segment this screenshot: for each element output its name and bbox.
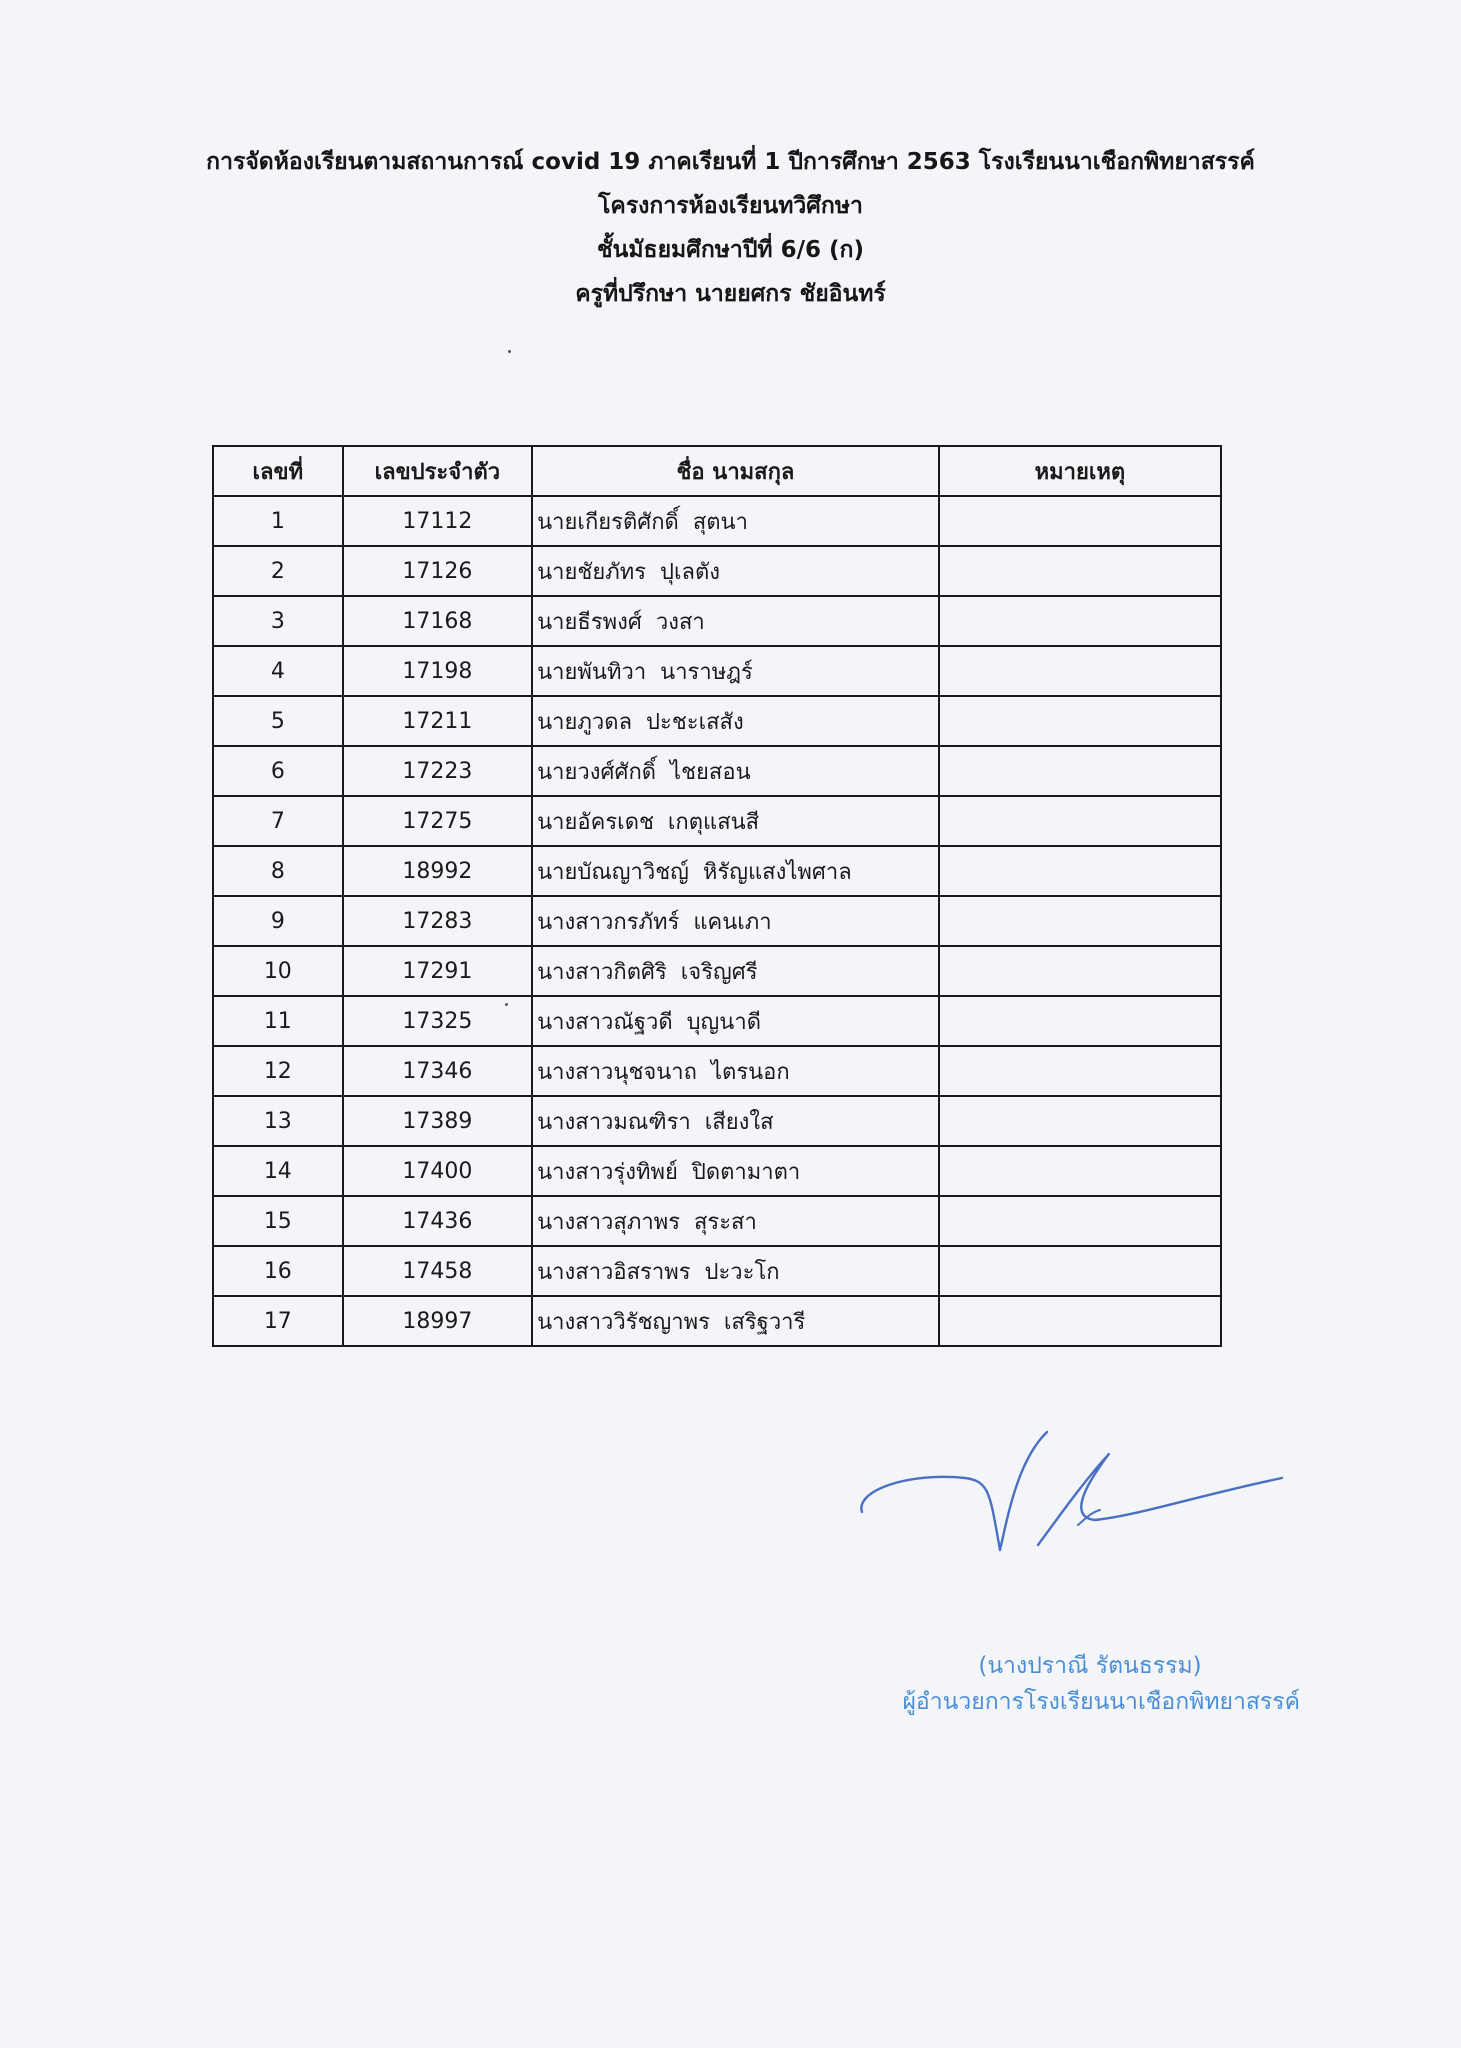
cell-full-name: นางสาวกิตศิริ เจริญศรี <box>532 946 939 996</box>
table-row <box>213 1146 1221 1196</box>
cell-student-id: 17346 <box>343 1046 533 1096</box>
cell-full-name: นางสาวกรภัทร์ แคนเภา <box>532 896 939 946</box>
table-row <box>213 1096 1221 1146</box>
cell-full-name: นางสาวณัฐวดี บุญนาดี <box>532 996 939 1046</box>
document-header <box>0 140 1461 316</box>
cell-full-name: นางสาวรุ่งทิพย์ ปิดตามาตา <box>532 1146 939 1196</box>
cell-remarks <box>939 1046 1221 1096</box>
table-row <box>213 1196 1221 1246</box>
advisor-name: ครูที่ปรึกษา นายยศกร ชัยอินทร์ <box>575 281 886 307</box>
column-header-remarks: หมายเหตุ <box>939 446 1221 496</box>
signer-name: (นางปราณี รัตนธรรม) <box>978 1653 1202 1679</box>
cell-remarks <box>939 946 1221 996</box>
cell-full-name: นายวงศ์ศักดิ์ ไชยสอน <box>532 746 939 796</box>
cell-number: 10 <box>213 946 343 996</box>
table-row <box>213 1296 1221 1346</box>
scan-speck <box>505 1003 508 1006</box>
cell-full-name: นายบัณญาวิชญ์ หิรัญแสงไพศาล <box>532 846 939 896</box>
table-row <box>213 546 1221 596</box>
column-header-student-id: เลขประจำตัว <box>343 446 533 496</box>
table-row <box>213 796 1221 846</box>
table-row <box>213 746 1221 796</box>
cell-student-id: 17275 <box>343 796 533 846</box>
cell-number: 13 <box>213 1096 343 1146</box>
scan-speck <box>508 350 511 353</box>
cell-full-name: นายธีรพงศ์ วงสา <box>532 596 939 646</box>
cell-full-name: นายชัยภัทร ปุเลตัง <box>532 546 939 596</box>
cell-remarks <box>939 496 1221 546</box>
cell-number: 3 <box>213 596 343 646</box>
cell-student-id: 17283 <box>343 896 533 946</box>
cell-student-id: 18992 <box>343 846 533 896</box>
cell-number: 8 <box>213 846 343 896</box>
cell-remarks <box>939 546 1221 596</box>
table-row <box>213 696 1221 746</box>
cell-remarks <box>939 646 1221 696</box>
cell-student-id: 17168 <box>343 596 533 646</box>
cell-number: 11 <box>213 996 343 1046</box>
cell-full-name: นางสาวนุชจนาถ ไตรนอก <box>532 1046 939 1096</box>
cell-student-id: 17291 <box>343 946 533 996</box>
table-row <box>213 646 1221 696</box>
signer-block <box>820 1648 1300 1720</box>
cell-number: 1 <box>213 496 343 546</box>
column-header-full-name: ชื่อ นามสกุล <box>532 446 939 496</box>
cell-remarks <box>939 996 1221 1046</box>
cell-number: 15 <box>213 1196 343 1246</box>
column-header-number: เลขที่ <box>213 446 343 496</box>
table-row <box>213 496 1221 546</box>
cell-student-id: 17458 <box>343 1246 533 1296</box>
cell-remarks <box>939 696 1221 746</box>
cell-student-id: 17211 <box>343 696 533 746</box>
cell-full-name: นางสาววิรัชญาพร เสริฐวารี <box>532 1296 939 1346</box>
cell-number: 16 <box>213 1246 343 1296</box>
cell-remarks <box>939 846 1221 896</box>
cell-full-name: นายภูวดล ปะชะเสสัง <box>532 696 939 746</box>
cell-student-id: 17223 <box>343 746 533 796</box>
cell-student-id: 17325 <box>343 996 533 1046</box>
table-row <box>213 996 1221 1046</box>
cell-full-name: นายเกียรติศักดิ์ สุตนา <box>532 496 939 546</box>
cell-full-name: นางสาวอิสราพร ปะวะโก <box>532 1246 939 1296</box>
table-row <box>213 1246 1221 1296</box>
cell-student-id: 17389 <box>343 1096 533 1146</box>
cell-remarks <box>939 1296 1221 1346</box>
cell-number: 7 <box>213 796 343 846</box>
cell-number: 4 <box>213 646 343 696</box>
table-header-row <box>213 446 1221 496</box>
cell-full-name: นายพันทิวา นาราษฎร์ <box>532 646 939 696</box>
table-row <box>213 846 1221 896</box>
table-row <box>213 1046 1221 1096</box>
cell-student-id: 17198 <box>343 646 533 696</box>
cell-remarks <box>939 746 1221 796</box>
cell-full-name: นางสาวมณฑิรา เสียงใส <box>532 1096 939 1146</box>
table-row <box>213 596 1221 646</box>
table-row <box>213 896 1221 946</box>
cell-number: 14 <box>213 1146 343 1196</box>
table-body <box>213 496 1221 1346</box>
cell-number: 6 <box>213 746 343 796</box>
cell-remarks <box>939 1146 1221 1196</box>
cell-student-id: 17126 <box>343 546 533 596</box>
signer-position: ผู้อำนวยการโรงเรียนนาเชือกพิทยาสรรค์ <box>902 1689 1300 1715</box>
cell-remarks <box>939 596 1221 646</box>
table-row <box>213 946 1221 996</box>
cell-remarks <box>939 1196 1221 1246</box>
cell-remarks <box>939 1246 1221 1296</box>
cell-number: 12 <box>213 1046 343 1096</box>
document-title: การจัดห้องเรียนตามสถานการณ์ covid 19 ภาคเรียนที่ 1 ปีการศึกษา 2563 โรงเรียนนาเชือกพิทยาสรรค์ <box>206 149 1255 175</box>
cell-remarks <box>939 1096 1221 1146</box>
project-name: โครงการห้องเรียนทวิศึกษา <box>598 193 863 219</box>
cell-remarks <box>939 896 1221 946</box>
student-roster-table <box>212 445 1222 1347</box>
cell-remarks <box>939 796 1221 846</box>
cell-student-id: 17112 <box>343 496 533 546</box>
cell-number: 17 <box>213 1296 343 1346</box>
cell-student-id: 17436 <box>343 1196 533 1246</box>
cell-number: 5 <box>213 696 343 746</box>
cell-number: 2 <box>213 546 343 596</box>
cell-full-name: นางสาวสุภาพร สุระสา <box>532 1196 939 1246</box>
cell-student-id: 17400 <box>343 1146 533 1196</box>
cell-student-id: 18997 <box>343 1296 533 1346</box>
cell-full-name: นายอัครเดช เกตุแสนสี <box>532 796 939 846</box>
grade-level: ชั้นมัธยมศึกษาปีที่ 6/6 (ก) <box>597 237 864 263</box>
handwritten-signature <box>850 1420 1300 1570</box>
cell-number: 9 <box>213 896 343 946</box>
